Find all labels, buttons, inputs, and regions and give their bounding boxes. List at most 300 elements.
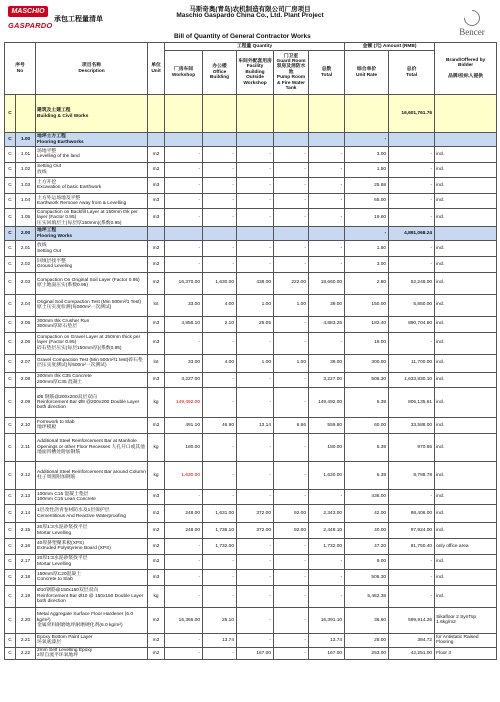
cell-workshop-qty: - (165, 633, 203, 647)
cell-unit-rate: 3.00 (345, 256, 389, 272)
cell-prefix: C (5, 209, 16, 227)
cell-item-no: 2.16 (16, 538, 36, 554)
cell-prefix: C (5, 388, 16, 418)
cell-brand: incl. (435, 193, 497, 209)
table-header-row-1 (5, 43, 497, 51)
cell-prefix: C (5, 316, 16, 332)
cell-amount-total: 98,406.00 (389, 505, 435, 523)
cell-facility-qty: 372.00 (237, 523, 274, 539)
cell-prefix: C (5, 633, 16, 647)
cell-amount-total: - (389, 147, 435, 163)
col-header-brand: Brand/Offered by Bidder 品牌/投标人提供 (435, 43, 497, 95)
cell-office-qty: 4.00 (203, 354, 237, 372)
cell-item-no: 1.03 (16, 178, 36, 194)
cell-brand: incl. (435, 505, 497, 523)
table-row (5, 178, 497, 194)
cell-amount-total: 11,700.00 (389, 354, 435, 372)
cell-description: 200mm thk C35 Concrete 200mm厚C35 混凝土 (36, 372, 148, 388)
cell-prefix: C (5, 418, 16, 434)
cell-amount-total: - (389, 554, 435, 570)
cell-unit-rate: 506.30 (345, 372, 389, 388)
col-header-amount-group: 金额 (元) Amount (RMB) (345, 43, 435, 51)
cell-unit-rate: 19.00 (345, 332, 389, 354)
cell-total-qty: 39.00 (309, 294, 345, 316)
cell-unit: m3 (148, 570, 165, 586)
cell-unit: m2 (148, 272, 165, 294)
cell-unit: kg (148, 433, 165, 461)
cell-brand: Sikafloor 2 SynTop 1.6kg/m2 (435, 607, 497, 633)
cell-facility-qty: - (237, 633, 274, 647)
cell-office-qty: - (203, 147, 237, 163)
cell-unit: kg (148, 461, 165, 489)
cell-total-qty: - (309, 241, 345, 257)
cell-total-qty: 2,448.10 (309, 523, 345, 539)
cell-guard-qty: - (274, 433, 309, 461)
cell-facility-qty: - (237, 332, 274, 354)
cell-facility-qty: - (237, 372, 274, 388)
cell-workshop-qty: 3,227.00 (165, 372, 203, 388)
cell-facility-qty: - (237, 241, 274, 257)
cell-prefix: C (5, 372, 16, 388)
cell-office-qty: 1,732.00 (203, 538, 237, 554)
cell-workshop-qty: - (165, 256, 203, 272)
cell-total-qty: - (309, 489, 345, 505)
table-row (5, 554, 497, 570)
cell-office-qty: 2.10 (203, 316, 237, 332)
cell-prefix: C (5, 95, 16, 133)
cell-brand: incl. (435, 418, 497, 434)
cell-brand: incl. (435, 209, 497, 227)
cell-facility-qty: - (237, 209, 274, 227)
cell-total-qty: - (309, 193, 345, 209)
cell-guard-qty: - (274, 633, 309, 647)
cell-amount-total: 8,789.78 (389, 461, 435, 489)
cell-item-no: 2.02 (16, 256, 36, 272)
cell-prefix: C (5, 647, 16, 659)
cell-unit-rate: 150.00 (345, 294, 389, 316)
cell-total-qty: 16,391.10 (309, 607, 345, 633)
cell-total-qty (309, 133, 345, 147)
cell-unit: kg (148, 585, 165, 607)
cell-prefix: C (5, 294, 16, 316)
cell-office-qty: - (203, 585, 237, 607)
cell-prefix: C (5, 570, 16, 586)
cell-total-qty: 39.00 (309, 354, 345, 372)
cell-office-qty: - (203, 256, 237, 272)
cell-guard-qty: - (274, 489, 309, 505)
cell-description: 土方开挖 Excavation of basic Earthwork (36, 178, 148, 194)
cell-unit: m2 (148, 538, 165, 554)
cell-item-no: 1.00 (16, 133, 36, 147)
cell-amount-total: 384.72 (389, 633, 435, 647)
cell-guard-qty: 1.00 (274, 354, 309, 372)
cell-prefix: C (5, 489, 16, 505)
cell-total-qty: 13.74 (309, 633, 345, 647)
form-title: 承包工程量清单 (54, 16, 103, 23)
cell-description: 土方外运场地及平整 Earthwork Remove Away from & Levelling (36, 193, 148, 209)
cell-brand: incl. (435, 241, 497, 257)
cell-facility-qty: - (237, 388, 274, 418)
cell-office-qty: - (203, 193, 237, 209)
cell-description: 300mm thk Crusher Run 300mm厚碎石垫层 (36, 316, 148, 332)
cell-total-qty: 559.80 (309, 418, 345, 434)
cell-guard-qty: - (274, 461, 309, 489)
cell-facility-qty: - (237, 538, 274, 554)
cell-item-no: 2.11 (16, 433, 36, 461)
cell-description: Additional Steel Reinforcement Bar at Manhole Openings or other Floor Recesses 人孔开口或其他地面凹槽处附加钢筋 (36, 433, 148, 461)
cell-workshop-qty: - (165, 570, 203, 586)
cell-prefix: C (5, 133, 16, 147)
cell-unit: m3 (148, 489, 165, 505)
cell-description: 建筑及土建工程 Building & Civil Works (36, 95, 148, 133)
cell-description: Formwork to Slab 地坪模板 (36, 418, 148, 434)
cell-brand: incl. (435, 332, 497, 354)
cell-workshop-qty: 33.00 (165, 294, 203, 316)
cell-brand: incl. (435, 316, 497, 332)
cell-total-qty: 1,732.00 (309, 538, 345, 554)
cell-total-qty: - (309, 585, 345, 607)
cell-guard-qty: 1.00 (274, 294, 309, 316)
cell-item-no: 2.09 (16, 388, 36, 418)
cell-workshop-qty: - (165, 162, 203, 178)
cell-facility-qty: 1.00 (237, 294, 274, 316)
cell-facility-qty: - (237, 607, 274, 633)
cell-description: Gravel Compaction Test (Min 500m²/1 test)碎石垫层压实度测试(每500m²一次测试) (36, 354, 148, 372)
cell-brand: only office area (435, 538, 497, 554)
table-row (5, 505, 497, 523)
cell-total-qty: 4,883.25 (309, 316, 345, 332)
cell-total-qty: - (309, 178, 345, 194)
cell-office-qty: - (203, 162, 237, 178)
cell-item-no: 2.22 (16, 647, 36, 659)
cell-prefix: C (5, 193, 16, 209)
cell-workshop-qty (165, 133, 203, 147)
cell-guard-qty: - (274, 147, 309, 163)
cell-item-no: 2.08 (16, 372, 36, 388)
cell-amount-total: - (389, 489, 435, 505)
cell-amount-total: 81,750.40 (389, 538, 435, 554)
cell-unit: m2 (148, 418, 165, 434)
cell-workshop-qty: 248.00 (165, 505, 203, 523)
cell-guard-qty (274, 133, 309, 147)
cell-guard-qty (274, 227, 309, 241)
cell-item-no: 2.17 (16, 554, 36, 570)
cell-description: Ø10钢筋@150x150双层双向 Reinforcement Bar Ø10 @ 150x150 Double Layer both direction (36, 585, 148, 607)
cell-unit: m3 (148, 332, 165, 354)
cell-workshop-qty (165, 95, 203, 133)
cell-guard-qty: - (274, 554, 309, 570)
table-row (5, 332, 497, 354)
table-row (5, 272, 497, 294)
cell-prefix: C (5, 554, 16, 570)
cell-amount-total: - (389, 178, 435, 194)
col-header-guard: 门卫室 Guard Room 泵房及消防水池 Pump Room & Fire Water Tank (274, 51, 309, 95)
cell-item-no (16, 95, 36, 133)
cell-unit-rate: 65.00 (345, 193, 389, 209)
cell-brand: incl. (435, 523, 497, 539)
cell-unit-rate: 5.39 (345, 461, 389, 489)
cell-workshop-qty: - (165, 241, 203, 257)
cell-unit: m2 (148, 256, 165, 272)
cell-amount-total: 42,251.00 (389, 647, 435, 659)
cell-total-qty: 167.00 (309, 647, 345, 659)
cell-brand: incl. (435, 489, 497, 505)
cell-unit: m2 (148, 505, 165, 523)
cell-unit: m2 (148, 647, 165, 659)
cell-unit (148, 227, 165, 241)
cell-facility-qty: - (237, 585, 274, 607)
cell-guard-qty: - (274, 585, 309, 607)
cell-unit-rate: 1.50 (345, 241, 389, 257)
cell-facility-qty: 13.14 (237, 418, 274, 434)
cell-unit-rate: 300.00 (345, 354, 389, 372)
cell-guard-qty: - (274, 193, 309, 209)
cell-office-qty: - (203, 433, 237, 461)
cell-office-qty (203, 133, 237, 147)
cell-prefix: C (5, 332, 16, 354)
table-row (5, 193, 497, 209)
cell-item-no: 2.20 (16, 607, 36, 633)
cell-guard-qty: - (274, 388, 309, 418)
cell-item-no: 1.02 (16, 162, 36, 178)
cell-facility-qty: - (237, 193, 274, 209)
cell-unit: m3 (148, 316, 165, 332)
cell-total-qty: - (309, 554, 345, 570)
cell-guard-qty: - (274, 607, 309, 633)
cell-workshop-qty: 248.00 (165, 523, 203, 539)
cell-office-qty: - (203, 570, 237, 586)
cell-amount-total: 890,704.80 (389, 316, 435, 332)
cell-unit-rate: 60.00 (345, 418, 389, 434)
cell-prefix: C (5, 585, 16, 607)
cell-office-qty: 1,736.10 (203, 523, 237, 539)
cell-workshop-qty: 180.00 (165, 433, 203, 461)
cell-item-no: 2.07 (16, 354, 36, 372)
project-title-cn: 马斯奇奥(青岛)农机制造有限公司厂房项目 (189, 6, 311, 13)
cell-prefix: C (5, 272, 16, 294)
cell-amount-total: 52,248.00 (389, 272, 435, 294)
col-header-no: 序号 No (5, 43, 36, 95)
cell-workshop-qty: - (165, 332, 203, 354)
cell-item-no: 2.12 (16, 461, 36, 489)
cell-total-qty: - (309, 209, 345, 227)
col-header-workshop: 厂房车间 Workshop (165, 51, 203, 95)
cell-prefix: C (5, 241, 16, 257)
cell-facility-qty: 1.00 (237, 354, 274, 372)
cell-unit-rate: 506.30 (345, 570, 389, 586)
cell-office-qty (203, 95, 237, 133)
cell-item-no: 2.13 (16, 489, 36, 505)
cell-description: 100mm C15 混凝土垫层 100mm C15 Lean Concrete (36, 489, 148, 505)
cell-office-qty: 46.90 (203, 418, 237, 434)
cell-workshop-qty: - (165, 489, 203, 505)
col-header-quantity-group: 工程量 Quantity (165, 43, 345, 51)
cell-brand (435, 227, 497, 241)
cell-workshop-qty: 33.00 (165, 354, 203, 372)
cell-amount-total: - (389, 241, 435, 257)
cell-unit-rate: 5.39 (345, 388, 389, 418)
cell-total-qty: 18,660.00 (309, 272, 345, 294)
cell-guard-qty: - (274, 316, 309, 332)
cell-guard-qty: 6.66 (274, 418, 309, 434)
cell-prefix: C (5, 162, 16, 178)
table-row (5, 294, 497, 316)
cell-unit: lot (148, 294, 165, 316)
cell-guard-qty: - (274, 372, 309, 388)
cell-unit-rate: 5,482.38 (345, 585, 389, 607)
cell-unit-rate: - (345, 133, 389, 147)
cell-workshop-qty: 16,366.00 (165, 607, 203, 633)
cell-total-qty: 2,343.00 (309, 505, 345, 523)
table-row (5, 147, 497, 163)
cell-description: Compaction On Original Soil Layer (Factor 0.95) 原土地面压实(系数0.95) (36, 272, 148, 294)
cell-unit (148, 95, 165, 133)
cell-prefix: C (5, 256, 16, 272)
cell-prefix: C (5, 227, 16, 241)
cell-unit-rate: 2.80 (345, 272, 389, 294)
table-row (5, 489, 497, 505)
cell-item-no: 2.15 (16, 523, 36, 539)
cell-facility-qty: - (237, 570, 274, 586)
cell-description: Metal Aggregate Surface Floor Hardener (6.0 kg/m²) 金属骨料耐磨地坪耐磨硬化剂(6.0 kg/m²) (36, 607, 148, 633)
subsection-row (5, 227, 497, 241)
cell-item-no: 2.01 (16, 241, 36, 257)
cell-item-no: 2.03 (16, 272, 36, 294)
cell-description: Compaction on Gravel Layer at 150mm thick per layer (Factor 0.95) 碎石垫层压实(每层150mm厚)(系数0.95) (36, 332, 148, 354)
cell-item-no: 2.19 (16, 585, 36, 607)
table-row (5, 372, 497, 388)
cell-office-qty: - (203, 489, 237, 505)
cell-office-qty (203, 227, 237, 241)
cell-facility-qty: - (237, 256, 274, 272)
cell-amount-total: - (389, 162, 435, 178)
cell-unit-rate: 5.39 (345, 433, 389, 461)
cell-prefix: C (5, 178, 16, 194)
cell-workshop-qty: 16,370.00 (165, 272, 203, 294)
table-row (5, 647, 497, 659)
table-row (5, 570, 497, 586)
cell-facility-qty: 438.00 (237, 272, 274, 294)
cell-office-qty: - (203, 209, 237, 227)
table-row (5, 209, 497, 227)
table-row (5, 633, 497, 647)
logo-gaspardo: GASPARDO (8, 21, 53, 30)
cell-unit: m2 (148, 633, 165, 647)
cell-facility-qty: 372.00 (237, 505, 274, 523)
cell-unit: m3 (148, 193, 165, 209)
subsection-row (5, 133, 497, 147)
cell-office-qty: - (203, 241, 237, 257)
cell-description: 40厚挤塑聚苯板(XPS) Extruded Polystyrene Board (XPS) (36, 538, 148, 554)
cell-prefix: C (5, 538, 16, 554)
cell-item-no: 1.01 (16, 147, 36, 163)
cell-facility-qty: - (237, 178, 274, 194)
cell-brand: incl. (435, 162, 497, 178)
cell-unit-rate: 40.00 (345, 523, 389, 539)
cell-unit-rate: 42.00 (345, 505, 389, 523)
cell-brand: incl. (435, 585, 497, 607)
cell-guard-qty: - (274, 256, 309, 272)
cell-workshop-qty: 4,856.10 (165, 316, 203, 332)
cell-facility-qty (237, 133, 274, 147)
col-header-facility: 车间外配套用房 Facility Building Outside Workshop (237, 51, 274, 95)
cell-description: 20厚1:3水泥砂浆找平层 Mortar Levelling (36, 554, 148, 570)
cell-workshop-qty: 491.10 (165, 418, 203, 434)
cell-item-no: 1.05 (16, 209, 36, 227)
cell-guard-qty: - (274, 570, 309, 586)
cell-guard-qty: - (274, 241, 309, 257)
cell-guard-qty: - (274, 178, 309, 194)
cell-brand (435, 95, 497, 133)
cell-total-qty: 1,630.00 (309, 461, 345, 489)
cell-total-qty: - (309, 147, 345, 163)
cell-description: Compaction on Backfill Layer at 150mm thk per layer (Factor 0.95) 压实回填层土(每层厚150mm)(系数0.95) (36, 209, 148, 227)
cell-amount-total: 97,924.00 (389, 523, 435, 539)
section-row (5, 95, 497, 133)
cell-guard-qty: 222.00 (274, 272, 309, 294)
cell-amount-total: - (389, 209, 435, 227)
cell-office-qty: - (203, 461, 237, 489)
cell-description: 1层改性沥青卷材防水及1层保护层 Cementitious And Reactive Waterproofing (36, 505, 148, 523)
cell-guard-qty: 92.00 (274, 523, 309, 539)
table-row (5, 354, 497, 372)
cell-amount-total: 5,850.00 (389, 294, 435, 316)
cell-total-qty: 3,227.00 (309, 372, 345, 388)
cell-prefix: C (5, 147, 16, 163)
cell-workshop-qty: - (165, 538, 203, 554)
cell-description: Epoxy Bottom Paint Layer 环氧底漆层 (36, 633, 148, 647)
cell-description: Additional Steel Reinforcement Bar around Column 柱子周围附加钢筋 (36, 461, 148, 489)
cell-prefix: C (5, 354, 16, 372)
cell-unit-rate: 182.40 (345, 316, 389, 332)
cell-total-qty (309, 227, 345, 241)
bencer-logo-text: Bencer (459, 27, 485, 37)
cell-amount-total: 16,601,761.76 (389, 95, 435, 133)
cell-unit: m2 (148, 607, 165, 633)
cell-unit: m3 (148, 209, 165, 227)
cell-prefix: C (5, 523, 16, 539)
cell-workshop-qty: - (165, 554, 203, 570)
cell-total-qty: 149,492.00 (309, 388, 345, 418)
cell-brand: incl. (435, 256, 497, 272)
cell-brand: incl. (435, 554, 497, 570)
cell-facility-qty (237, 227, 274, 241)
cell-brand: incl. (435, 272, 497, 294)
cell-amount-total: 1,633,830.10 (389, 372, 435, 388)
cell-unit-rate: 3.00 (345, 147, 389, 163)
cell-unit: lot (148, 354, 165, 372)
cell-workshop-qty: - (165, 209, 203, 227)
cell-amount-total: 806,135.61 (389, 388, 435, 418)
cell-amount-total: 4,891,068.24 (389, 227, 435, 241)
cell-unit: m3 (148, 372, 165, 388)
cell-unit: m2 (148, 147, 165, 163)
cell-guard-qty: - (274, 647, 309, 659)
cell-guard-qty: - (274, 538, 309, 554)
cell-item-no: 2.10 (16, 418, 36, 434)
cell-unit: m3 (148, 178, 165, 194)
cell-workshop-qty (165, 227, 203, 241)
table-row (5, 241, 497, 257)
col-header-office: 办公楼 Office Building (203, 51, 237, 95)
cell-facility-qty: 25.05 (237, 316, 274, 332)
cell-unit-rate: 19.60 (345, 209, 389, 227)
table-row (5, 433, 497, 461)
cell-total-qty: - (309, 570, 345, 586)
cell-amount-total: - (389, 193, 435, 209)
cell-description: 地坪土方工程 Flooring Earthworks (36, 133, 148, 147)
cell-facility-qty: - (237, 433, 274, 461)
